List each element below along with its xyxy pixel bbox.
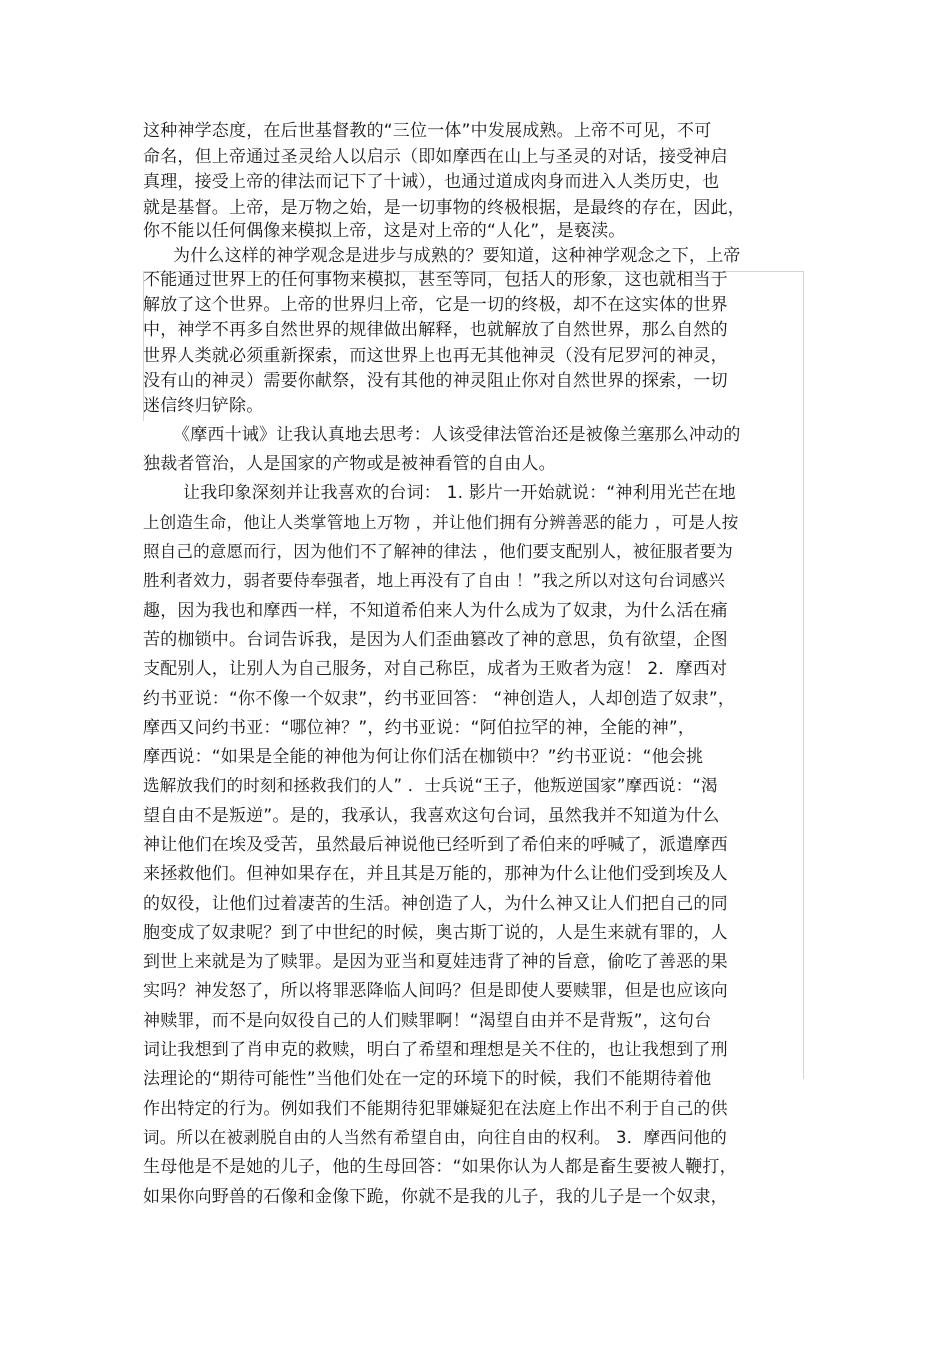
- text-line: 独裁者管治，人是国家的产物或是被神看管的自由人。: [143, 454, 556, 474]
- text-line: 迷信终归铲除。: [143, 396, 264, 416]
- text-line: 趣，因为我也和摩西一样，不知道希伯来人为什么成为了奴隶，为什么活在痛: [143, 601, 728, 621]
- text-line: 生母他是不是她的儿子，他的生母回答：“如果你认为人都是畜生要被人鞭打，: [143, 1157, 737, 1177]
- text-line: 摩西说：“如果是全能的神他为何让你们活在枷锁中？”约书亚说：“他会挑: [143, 747, 704, 767]
- text-line: 胞变成了奴隶呢？到了中世纪的时候，奥古斯丁说的，人是生来就有罪的，人: [143, 923, 728, 943]
- text-line: 实吗？神发怒了，所以将罪恶降临人间吗？但是即使人要赎罪，但是也应该向: [143, 981, 728, 1001]
- frame-border-right: [803, 271, 804, 1079]
- text-line: 世界人类就必须重新探索，而这世界上也再无其他神灵（没有尼罗河的神灵，: [143, 346, 728, 366]
- text-line: 为什么这样的神学观念是进步与成熟的？要知道，这种神学观念之下，上帝: [173, 246, 741, 266]
- text-line: 法理论的“期待可能性”当他们处在一定的环境下的时候，我们不能期待着他: [143, 1069, 712, 1089]
- text-line: 到世上来就是为了赎罪。是因为亚当和夏娃违背了神的旨意，偷吃了善恶的果: [143, 952, 728, 972]
- text-line: 神赎罪，而不是向奴役自己的人们赎罪啊！“渴望自由并不是背叛”，这句台: [143, 1011, 712, 1031]
- text-line: 如果你向野兽的石像和金像下跪，你就不是我的儿子，我的儿子是一个奴隶，: [143, 1187, 728, 1207]
- text-line: 望自由不是叛逆”。是的，我承认，我喜欢这句台词，虽然我并不知道为什么: [143, 806, 720, 826]
- text-line: 没有山的神灵）需要你献祭，没有其他的神灵阻止你对自然世界的探索，一切: [143, 371, 728, 391]
- text-line: 真理，接受上帝的律法而记下了十诫），也通过道成肉身而进入人类历史，也: [143, 172, 720, 192]
- text-line: 中，神学不再多自然世界的规律做出解释，也就解放了自然世界，那么自然的: [143, 320, 728, 340]
- text-line: 作出特定的行为。例如我们不能期待犯罪嫌疑犯在法庭上作出不利于自己的供: [143, 1099, 728, 1119]
- text-line: 就是基督。上帝，是万物之始，是一切事物的终极根据，是最终的存在，因此，: [143, 198, 745, 218]
- text-line: 解放了这个世界。上帝的世界归上帝，它是一切的终极，却不在这实体的世界: [143, 295, 728, 315]
- text-line: 词。所以在被剥脱自由的人当然有希望自由，向往自由的权利。 3．摩西问他的: [143, 1128, 727, 1147]
- text-line: 的奴役，让他们过着凄苦的生活。神创造了人，为什么神又让人们把自己的同: [143, 894, 728, 914]
- text-line: 约书亚说：“你不像一个奴隶”，约书亚回答： “神创造人，人却创造了奴隶”，: [143, 689, 736, 709]
- text-line: 苦的枷锁中。台词告诉我，是因为人们歪曲篡改了神的意思，负有欲望，企图: [143, 630, 728, 650]
- text-line: 你不能以任何偶像来模拟上帝，这是对上帝的“人化”，是亵渎。: [143, 221, 626, 241]
- text-line: 词让我想到了肖申克的救赎，明白了希望和理想是关不住的，也让我想到了刑: [143, 1040, 728, 1060]
- text-line: 命名，但上帝通过圣灵给人以启示（即如摩西在山上与圣灵的对话，接受神启: [143, 147, 728, 167]
- text-line: 来拯救他们。但神如果存在，并且其是万能的，那神为什么让他们受到埃及人: [143, 864, 728, 884]
- text-line: 胜利者效力，弱者要侍奉强者，地上再没有了自由 ！”我之所以对这句台词感兴: [143, 571, 725, 590]
- text-line: 神让他们在埃及受苦，虽然最后神说他已经听到了希伯来的呼喊了，派遣摩西: [143, 835, 728, 855]
- text-line: 照自己的意愿而行，因为他们不了解神的律法 ，他们要支配别人，被征服者要为: [143, 542, 733, 561]
- text-line: 不能通过世界上的任何事物来模拟，甚至等同，包括人的形象，这也就相当于: [143, 270, 728, 290]
- text-line: 摩西又问约书亚：“哪位神？”，约书亚说：“阿伯拉罕的神，全能的神”，: [143, 718, 696, 738]
- text-line: 上创造生命，他让人类掌管地上万物 ，并让他们拥有分辨善恶的能力 ，可是人按: [143, 513, 739, 532]
- text-line: 支配别人，让别人为自己服务，对自己称臣，成者为王败者为寇！ 2．摩西对: [143, 659, 728, 679]
- text-line: 这种神学态度，在后世基督教的“三位一体”中发展成熟。上帝不可见，不可: [143, 121, 712, 141]
- text-line: 选解放我们的时刻和拯救我们的人” ．士兵说“王子，他叛逆国家”摩西说：“渴: [143, 776, 718, 795]
- text-line: 让我印象深刻并让我喜欢的台词： 1. 影片一开始就说：“神利用光芒在地: [183, 483, 736, 503]
- text-line: 《摩西十诫》让我认真地去思考：人该受律法管治还是被像兰塞那么冲动的: [173, 425, 741, 445]
